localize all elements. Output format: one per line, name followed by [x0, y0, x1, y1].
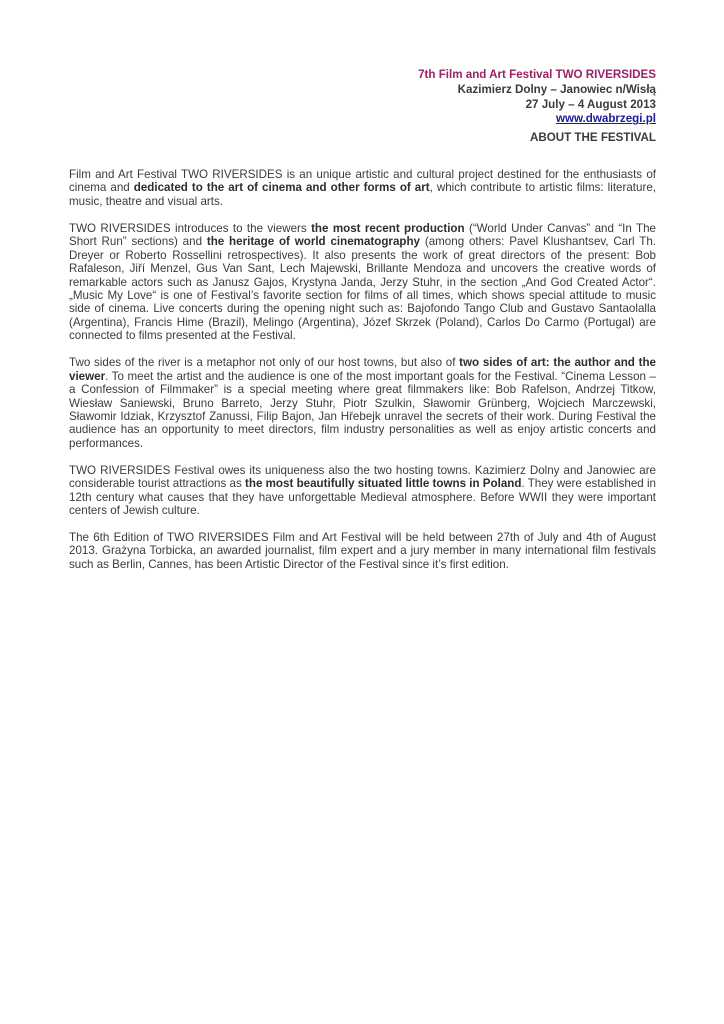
festival-location: Kazimierz Dolny – Janowiec n/Wisłą	[457, 82, 656, 96]
website-link[interactable]: www.dwabrzegi.pl	[555, 112, 656, 126]
paragraph-edition	[69, 531, 656, 571]
paragraph-two-sides	[69, 356, 656, 450]
paragraph-text: , which contribute to artistic films: literature, music, theatre and visual arts.	[69, 181, 656, 208]
paragraph-text: (among others: Pavel Klushantsev, Carl Th. Dreyer or Roberto Rossellini retrospectives). It also presents the work of great directors of the present: Bob Rafaleson, Jiří Menzel, Gus Van Sant, Lech Majewski, Brillante Mendoza and uncovers the creative words of remarkable actors such as Janusz Gajos, Krystyna Janda, Jerzy Stuhr, in the section „And God Created Actor“. „Music My Love“ is one of Festival’s favorite section for films of all times, which shows special attitude to music side of cinema. Live concerts during the opening night such as: Bajofondo Tango Club and Gustavo Santaolalla (Argentina), Francis Hime (Brazil), Melingo (Argentina), Józef Skrzek (Poland), Carlos Do Carmo (Portugal) are connected to films presented at the Festival.	[69, 235, 656, 343]
section-title: ABOUT THE FESTIVAL	[529, 131, 656, 145]
paragraph-intro	[69, 168, 656, 208]
paragraph-text: TWO RIVERSIDES introduces to the viewers	[69, 221, 312, 235]
paragraph-bold-text: the most recent production	[311, 221, 465, 235]
paragraph-text: . They were established in 12th century what causes that they have unforgettable Medieval atmosphere. Before WWII they were important centers of Jewish culture.	[69, 477, 656, 518]
paragraph-text: Film and Art Festival TWO RIVERSIDES is an unique artistic and cultural project destined for the enthusiasts of cinema and	[69, 167, 656, 195]
paragraph-bold-text: two sides of art: the author and the viewer	[69, 356, 656, 383]
document-body	[69, 168, 656, 571]
paragraph-towns	[69, 464, 656, 518]
paragraph-bold-text: the heritage of world cinematography	[206, 235, 421, 249]
paragraph-text: The 6th Edition of TWO RIVERSIDES Film and Art Festival will be held between 27th of July and 4th of August 2013. Grażyna Torbicka, an awarded journalist, film expert and a jury member in many international film festivals such as Berlin, Cannes, has been Artistic Director of the Festival since it’s first edition.	[69, 530, 656, 571]
paragraph-bold-text: the most beautifully situated little towns in Poland	[245, 477, 522, 491]
document-header	[69, 68, 656, 146]
paragraph-program	[69, 222, 656, 343]
paragraph-bold-text: dedicated to the art of cinema and other forms of art	[133, 181, 430, 195]
paragraph-text: Two sides of the river is a metaphor not only of our host towns, but also of	[69, 356, 460, 370]
festival-title: 7th Film and Art Festival TWO RIVERSIDES	[418, 68, 656, 81]
paragraph-text: (“World Under Canvas” and “In The Short Run” sections) and	[69, 221, 656, 249]
paragraph-text: TWO RIVERSIDES Festival owes its uniqueness also the two hosting towns. Kazimierz Dolny and Janowiec are considerable tourist attractions as	[69, 463, 656, 491]
festival-dates: 27 July – 4 August 2013	[525, 97, 656, 111]
paragraph-text: . To meet the artist and the audience is one of the most important goals for the Festival. “Cinema Lesson – a Confession of Filmmaker” is a special meeting where great filmmakers like: Bob Rafelson, Andrzej Titkow, Wiesław Saniewski, Bruno Barreto, Jerzy Stuhr, Piotr Szulkin, Sławomir Grünberg, Wojciech Marczewski, Sławomir Idziak, Krzysztof Zanussi, Filip Bajon, Jan Hřebejk unravel the secrets of their work. During Festival the audience has an opportunity to meet directors, film industry personalities as well as enjoy artistic concerts and performances.	[69, 369, 656, 450]
